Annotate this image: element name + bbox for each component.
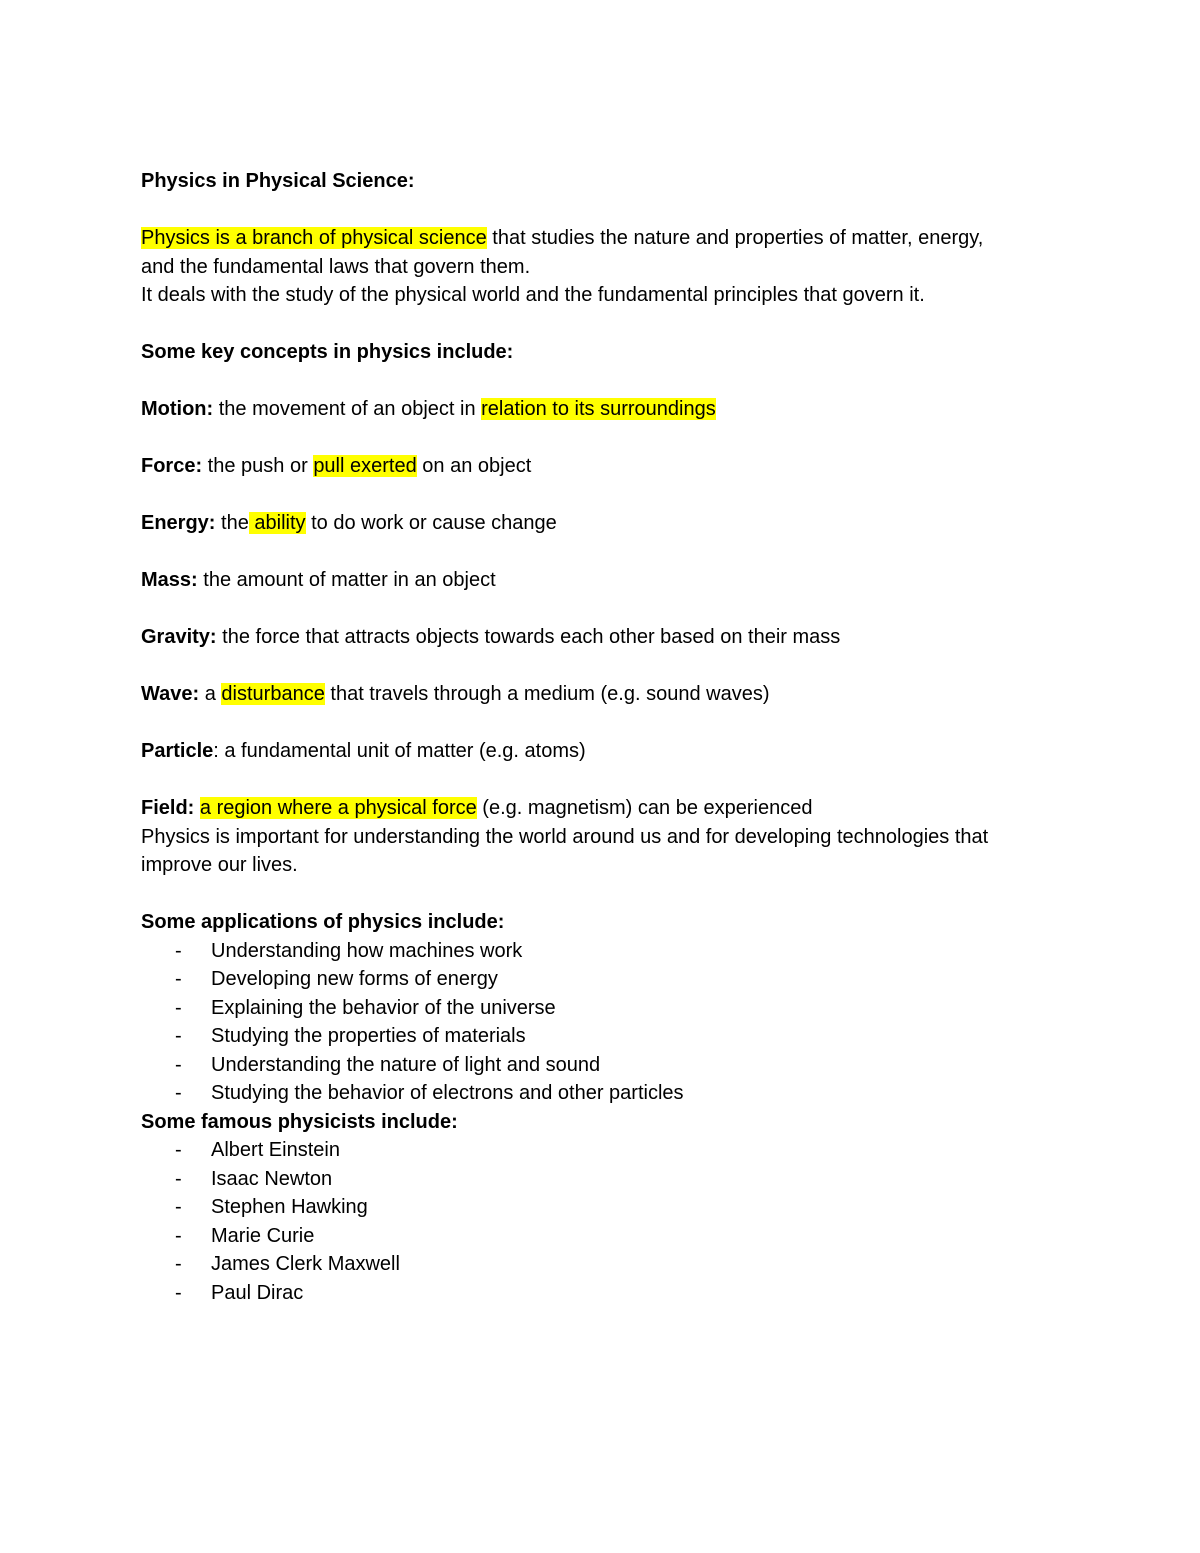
concept-term: Particle: [141, 740, 214, 762]
dash-marker: -: [175, 1196, 182, 1218]
concept-text: the push or: [202, 455, 314, 477]
concept-highlight: a region where a physical force: [199, 797, 477, 819]
concept-text: on an object: [416, 455, 532, 477]
dash-marker: -: [175, 1167, 182, 1190]
list-item-text: Explaining the behavior of the universe: [211, 996, 556, 1019]
list-item: [141, 1279, 1071, 1308]
dash-marker: -: [175, 1224, 182, 1247]
dash-marker: -: [175, 1281, 182, 1304]
list-item: [141, 1022, 1071, 1051]
list-item: [141, 1165, 1071, 1194]
concept-text: the force that attracts objects towards each other based on their mass: [216, 626, 841, 648]
dash-marker: -: [175, 996, 182, 1019]
concept-text: that travels through a medium (e.g. sound waves): [324, 683, 770, 705]
list-item: [141, 994, 1071, 1023]
concept-term: Energy:: [141, 512, 216, 534]
concept-wave: [141, 680, 1071, 709]
intro-line-2: and the fundamental laws that govern them.: [141, 255, 531, 278]
list-item: [141, 1136, 1071, 1165]
concept-field: [141, 794, 1071, 823]
list-item-text: Paul Dirac: [211, 1281, 304, 1304]
list-item-text: Studying the properties of materials: [211, 1025, 526, 1047]
concept-particle: [141, 737, 1071, 766]
list-item: [141, 1193, 1071, 1222]
concept-mass: [141, 566, 1071, 595]
intro-highlight: Physics is a branch of physical science: [141, 227, 487, 249]
list-item-text: Studying the behavior of electrons and other particles: [211, 1082, 684, 1104]
concept-term: Motion:: [141, 398, 214, 420]
concepts-heading: Some key concepts in physics include:: [141, 341, 514, 363]
concept-term: Force:: [141, 455, 203, 477]
dash-marker: -: [175, 1139, 182, 1161]
applications-heading: Some applications of physics include:: [141, 911, 505, 933]
concept-highlight: disturbance: [221, 683, 325, 705]
concept-term: Mass:: [141, 569, 198, 591]
dash-marker: -: [175, 1253, 182, 1275]
physicists-heading: Some famous physicists include:: [141, 1110, 458, 1133]
concept-term: Field:: [141, 797, 195, 819]
concept-highlight: pull exerted: [313, 455, 417, 477]
intro-line-3: It deals with the study of the physical world and the fundamental principles that govern it.: [141, 284, 925, 306]
dash-marker: -: [175, 968, 182, 990]
list-item-text: Understanding the nature of light and sound: [211, 1053, 601, 1076]
concept-text: the movement of an object in: [213, 398, 482, 420]
concept-term: Gravity:: [141, 626, 217, 648]
list-item: [141, 937, 1071, 966]
list-item: [141, 1250, 1071, 1279]
importance-line-2: improve our lives.: [141, 854, 298, 876]
concept-text: : a fundamental unit of matter (e.g. atoms): [213, 740, 586, 762]
concept-text: the amount of matter in an object: [197, 569, 496, 591]
list-item-text: James Clerk Maxwell: [211, 1253, 400, 1275]
concept-text: a: [199, 683, 222, 705]
concept-energy: [141, 509, 1071, 538]
concept-highlight: ability: [248, 512, 306, 534]
list-item-text: Marie Curie: [211, 1224, 315, 1247]
importance-line-1: Physics is important for understanding the world around us and for developing technologies that: [141, 825, 989, 848]
dash-marker: -: [175, 1082, 182, 1104]
list-item-text: Developing new forms of energy: [211, 968, 498, 990]
list-item: [141, 965, 1071, 994]
document-page: [141, 167, 1071, 1307]
concept-term: Wave:: [141, 683, 200, 705]
concept-text: the: [215, 512, 249, 534]
concept-motion: [141, 395, 1071, 424]
intro-line-1: [141, 224, 1071, 253]
intro-rest: that studies the nature and properties of matter, energy,: [486, 227, 984, 249]
applications-list: [141, 937, 1071, 1108]
list-item: [141, 1079, 1071, 1108]
concept-force: [141, 452, 1071, 481]
list-item-text: Isaac Newton: [211, 1167, 333, 1190]
document-title: Physics in Physical Science:: [141, 170, 415, 192]
concept-text: (e.g. magnetism) can be experienced: [476, 797, 813, 819]
concept-text: to do work or cause change: [305, 512, 557, 534]
list-item: [141, 1051, 1071, 1080]
concept-gravity: [141, 623, 1071, 652]
physicists-list: [141, 1136, 1071, 1307]
list-item-text: Albert Einstein: [211, 1139, 340, 1161]
dash-marker: -: [175, 1053, 182, 1076]
list-item-text: Stephen Hawking: [211, 1196, 368, 1218]
concept-highlight: relation to its surroundings: [481, 398, 716, 420]
dash-marker: -: [175, 1025, 182, 1047]
list-item-text: Understanding how machines work: [211, 939, 523, 962]
dash-marker: -: [175, 939, 182, 962]
list-item: [141, 1222, 1071, 1251]
